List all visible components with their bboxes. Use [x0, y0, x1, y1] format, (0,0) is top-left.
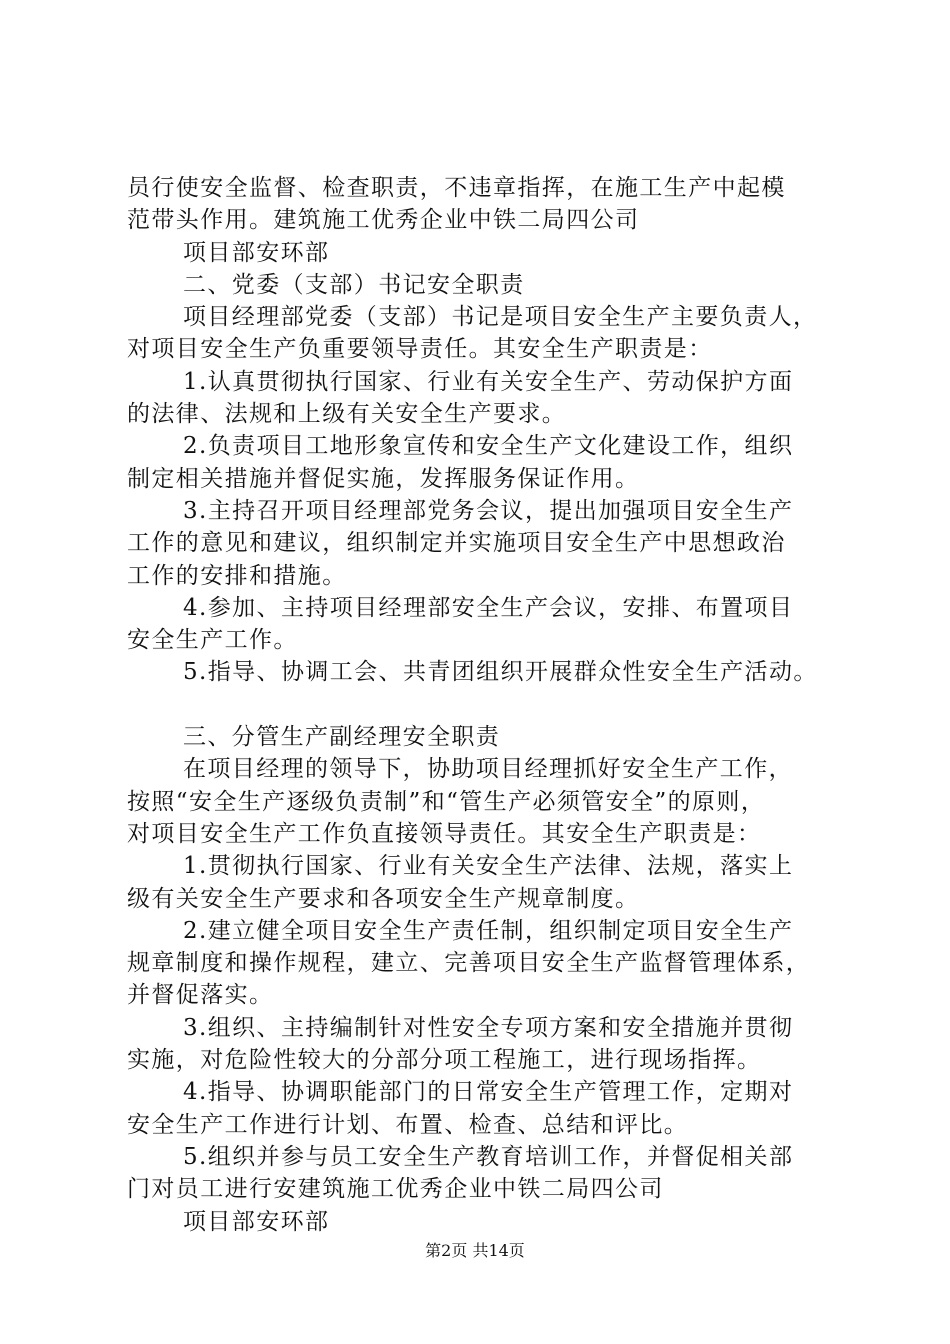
text-line: 在项目经理的领导下，协助项目经理抓好安全生产工作，	[183, 756, 793, 783]
text-line: 工作的安排和措施。	[127, 562, 347, 589]
blank-line	[127, 689, 857, 721]
text-line: 5.组织并参与员工安全生产教育培训工作，并督促相关部	[183, 1143, 794, 1170]
text-line: 按照“安全生产逐级负责制”和“管生产必须管安全”的原则，	[127, 788, 766, 815]
text-line: 对项目安全生产工作负直接领导责任。其安全生产职责是：	[127, 820, 762, 847]
text-line: 范带头作用。建筑施工优秀企业中铁二局四公司	[127, 207, 640, 234]
text-line: 2.负责项目工地形象宣传和安全生产文化建设工作，组织	[183, 433, 794, 460]
text-line: 2.建立健全项目安全生产责任制，组织制定项目安全生产	[183, 917, 794, 944]
text-line: 1.认真贯彻执行国家、行业有关安全生产、劳动保护方面	[183, 368, 794, 395]
text-line: 项目部安环部	[183, 1208, 330, 1235]
text-line: 对项目安全生产负重要领导责任。其安全生产职责是：	[127, 336, 713, 363]
text-line: 三、分管生产副经理安全职责	[183, 724, 501, 751]
text-line: 工作的意见和建议，组织制定并实施项目安全生产中思想政治	[127, 530, 786, 557]
text-line: 并督促落实。	[127, 982, 274, 1009]
text-line: 实施，对危险性较大的分部分项工程施工，进行现场指挥。	[127, 1047, 762, 1074]
text-line: 规章制度和操作规程，建立、完善项目安全生产监督管理体系，	[127, 950, 811, 977]
text-line: 项目经理部党委（支部）书记是项目安全生产主要负责人，	[183, 304, 818, 331]
text-line: 项目部安环部	[183, 239, 330, 266]
text-line: 3.主持召开项目经理部党务会议，提出加强项目安全生产	[183, 497, 794, 524]
text-line: 二、党委（支部）书记安全职责	[183, 271, 525, 298]
text-line: 的法律、法规和上级有关安全生产要求。	[127, 401, 567, 428]
text-line: 制定相关措施并督促实施，发挥服务保证作用。	[127, 465, 640, 492]
text-line: 安全生产工作。	[127, 627, 298, 654]
text-line: 4.参加、主持项目经理部安全生产会议，安排、布置项目	[183, 594, 794, 621]
text-line: 4.指导、协调职能部门的日常安全生产管理工作，定期对	[183, 1079, 794, 1106]
text-line: 员行使安全监督、检查职责，不违章指挥，在施工生产中起模	[127, 175, 786, 201]
text-line: 1.贯彻执行国家、行业有关安全生产法律、法规，落实上	[183, 853, 794, 880]
text-line: 门对员工进行安建筑施工优秀企业中铁二局四公司	[127, 1176, 664, 1203]
text-line: 3.组织、主持编制针对性安全专项方案和安全措施并贯彻	[183, 1014, 794, 1041]
document-body	[127, 172, 857, 1238]
text-line: 5.指导、协调工会、共青团组织开展群众性安全生产活动。	[183, 659, 818, 686]
text-line: 级有关安全生产要求和各项安全生产规章制度。	[127, 885, 640, 912]
text-line: 安全生产工作进行计划、布置、检查、总结和评比。	[127, 1111, 689, 1138]
page-footer: 第2页 共14页	[425, 1241, 525, 1260]
